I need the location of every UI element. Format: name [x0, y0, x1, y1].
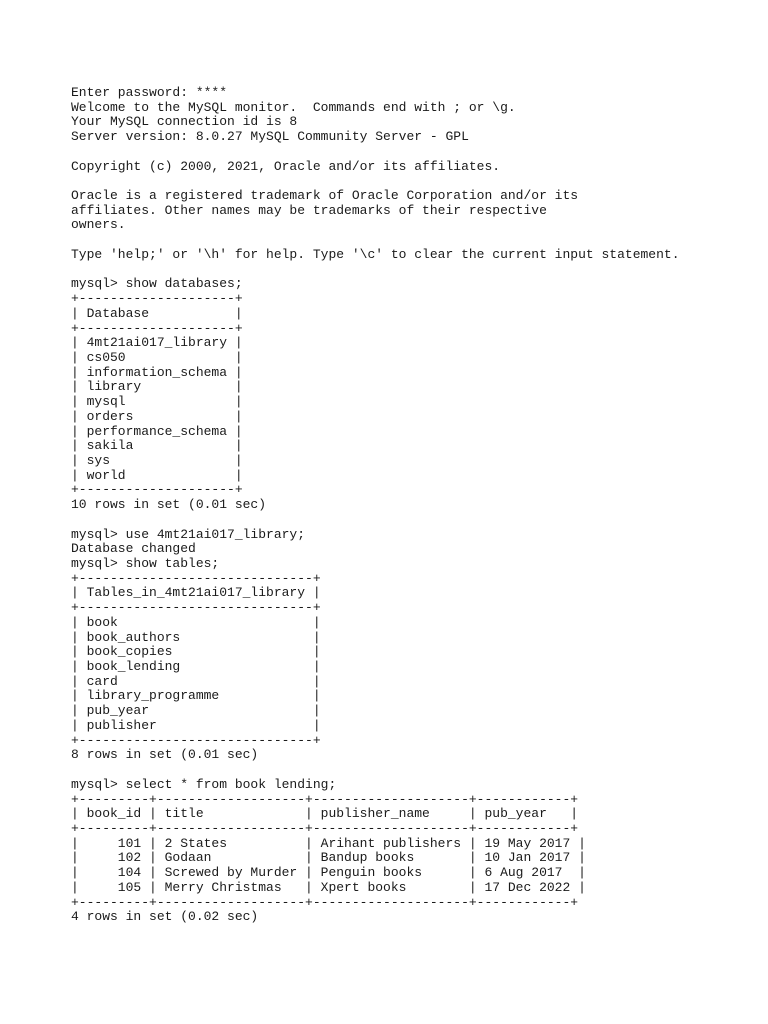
terminal-line: Server version: 8.0.27 MySQL Community Server - GPL: [71, 129, 469, 145]
terminal-line: | book_authors |: [71, 629, 321, 645]
terminal-line: | library |: [71, 379, 243, 395]
terminal-line: | book_id | title | publisher_name | pub_year |: [71, 806, 579, 822]
terminal-line: mysql> use 4mt21ai017_library;: [71, 526, 306, 542]
terminal-line: Oracle is a registered trademark of Oracle Corporation and/or its: [71, 188, 579, 204]
terminal-line: | world |: [71, 467, 243, 483]
terminal-line: +--------------------+: [71, 320, 243, 336]
terminal-line: mysql> show tables;: [71, 556, 220, 571]
terminal-line: Your MySQL connection id is 8: [71, 114, 298, 130]
terminal-line: | 104 | Screwed by Murder | Penguin books | 6 Aug 2017 |: [71, 865, 586, 881]
terminal-line: 10 rows in set (0.01 sec): [71, 497, 267, 513]
terminal-line: +---------+-------------------+--------------------+------------+: [71, 820, 579, 836]
terminal-line: | 101 | 2 States | Arihant publishers | 19 May 2017 |: [71, 835, 586, 851]
terminal-line: Database changed: [71, 541, 196, 557]
terminal-line: | publisher |: [71, 717, 321, 733]
terminal-line: [71, 263, 761, 278]
terminal-line: | pub_year |: [71, 703, 321, 719]
terminal-line: Type 'help;' or '\h' for help. Type '\c' to clear the current input statement.: [71, 246, 680, 262]
terminal-line: Welcome to the MySQL monitor. Commands end with ; or \g.: [71, 99, 516, 115]
terminal-line: | Database |: [71, 305, 243, 321]
terminal-line: Enter password: ****: [71, 85, 228, 100]
terminal-line: | book |: [71, 614, 321, 630]
terminal-line: +---------+-------------------+--------------------+------------+: [71, 894, 579, 910]
terminal-line: | 105 | Merry Christmas | Xpert books | 17 Dec 2022 |: [71, 879, 586, 895]
terminal-line: [71, 174, 761, 189]
terminal-line: | card |: [71, 673, 321, 689]
terminal-line: | sys |: [71, 452, 243, 468]
terminal-line: 8 rows in set (0.01 sec): [71, 747, 259, 763]
terminal-line: | sakila |: [71, 438, 243, 454]
terminal-line: [71, 233, 761, 248]
terminal-line: | Tables_in_4mt21ai017_library |: [71, 585, 321, 601]
terminal-line: 4 rows in set (0.02 sec): [71, 909, 259, 925]
terminal-line: +------------------------------+: [71, 570, 321, 586]
terminal-line: [71, 513, 761, 528]
terminal-line: +--------------------+: [71, 291, 243, 307]
terminal-line: mysql> select * from book lending;: [71, 776, 337, 792]
terminal-line: | information_schema |: [71, 364, 243, 380]
terminal-line: Copyright (c) 2000, 2021, Oracle and/or its affiliates.: [71, 158, 501, 174]
terminal-line: | 102 | Godaan | Bandup books | 10 Jan 2017 |: [71, 850, 586, 866]
terminal-line: | book_lending |: [71, 659, 321, 675]
terminal-line: | performance_schema |: [71, 423, 243, 439]
terminal-line: +---------+-------------------+--------------------+------------+: [71, 791, 579, 807]
terminal-line: | mysql |: [71, 394, 243, 410]
terminal-line: | cs050 |: [71, 349, 243, 365]
terminal-line: | library_programme |: [71, 688, 321, 704]
terminal-output: [71, 86, 761, 925]
terminal-line: | book_copies |: [71, 644, 321, 660]
terminal-line: mysql> show databases;: [71, 276, 243, 292]
terminal-line: [71, 763, 761, 778]
terminal-line: +------------------------------+: [71, 600, 321, 616]
terminal-line: +--------------------+: [71, 482, 243, 498]
terminal-line: [71, 145, 761, 160]
terminal-line: affiliates. Other names may be trademarks of their respective: [71, 202, 547, 218]
terminal-line: +------------------------------+: [71, 732, 321, 748]
terminal-line: owners.: [71, 217, 126, 233]
terminal-line: | 4mt21ai017_library |: [71, 335, 243, 351]
terminal-line: | orders |: [71, 408, 243, 424]
